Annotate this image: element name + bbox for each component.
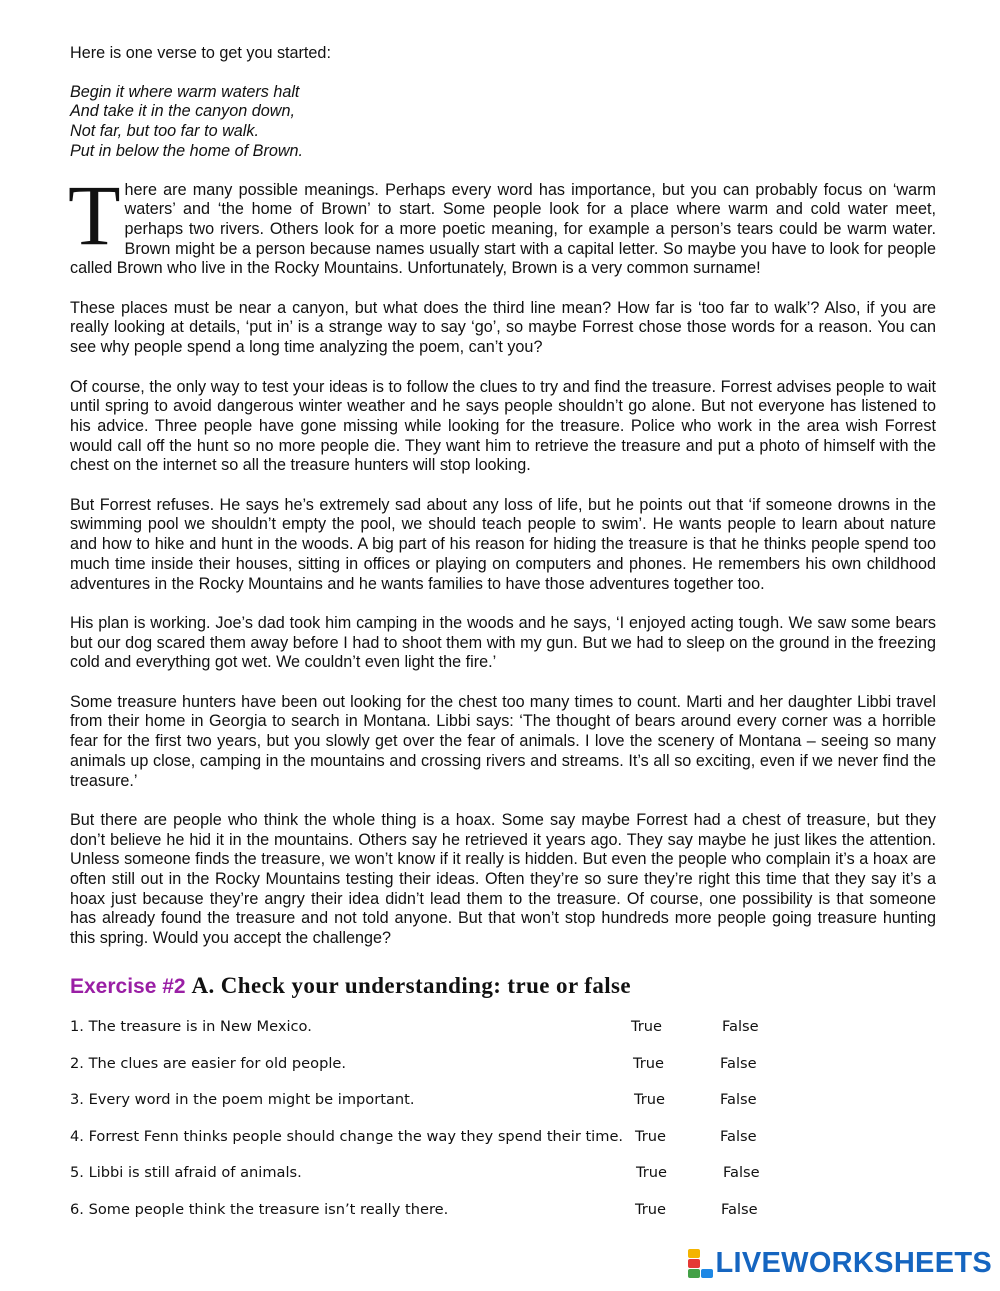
question-text: 1. The treasure is in New Mexico.	[70, 1018, 312, 1035]
question-row	[70, 1199, 790, 1236]
question-text: 6. Some people think the treasure isn’t really there.	[70, 1200, 449, 1218]
exercise-label: Exercise #2	[70, 975, 186, 998]
true-option[interactable]: True	[635, 1127, 666, 1145]
true-false-questions	[70, 1016, 790, 1236]
false-option[interactable]: False	[721, 1200, 758, 1218]
question-row	[70, 1162, 790, 1199]
exercise-heading	[70, 972, 631, 1001]
poem-line: And take it in the canyon down,	[70, 102, 295, 121]
paragraph-treasure-hunters: Some treasure hunters have been out looking for the chest too many times to count. Marti and her daughter Libbi travel from their home in Georgia to search in Montana. Libbi says: ‘The thought of bears around every corner was a horrible fear for the first two years, but you slowly get over the fear of animals. I love the scenery of Montana – seeing so many animals up close, camping in the mountains and crossing rivers and streams. It’s all so exciting, even if we never find the treasure.’	[70, 692, 936, 790]
question-text: 4. Forrest Fenn thinks people should change the way they spend their time.	[70, 1127, 624, 1145]
logo-wordmark: LIVEWORKSHEETS	[715, 1247, 992, 1280]
false-option[interactable]: False	[720, 1127, 757, 1145]
drop-cap-letter: T	[68, 166, 121, 263]
false-option[interactable]: False	[722, 1018, 759, 1035]
true-option[interactable]: True	[634, 1091, 665, 1109]
question-row	[70, 1126, 790, 1163]
false-option[interactable]: False	[720, 1091, 757, 1109]
true-option[interactable]: True	[631, 1018, 662, 1035]
paragraph-test-ideas: Of course, the only way to test your ideas is to follow the clues to try and find the treasure. Forrest advises people to wait until spring to avoid dangerous winter weather and he says people shouldn’t go alone. But not everyone has listened to his advice. Three people have gone missing while looking for the treasure. Police who work in the area wish Forrest would call off the hunt so no more people die. They want him to retrieve the treasure and put a photo of himself with the chest on the internet so all the treasure hunters will stop looking.	[70, 377, 936, 475]
poem-line: Put in below the home of Brown.	[70, 141, 304, 160]
paragraph-plan-working: His plan is working. Joe’s dad took him camping in the woods and he says, ‘I enjoyed acting tough. We saw some bears but our dog scared them away before I had to shoot them with my gun. But we had to sleep on the ground in the freezing cold and everything got wet. We couldn’t even light the fire.’	[70, 613, 936, 672]
poem-verse	[70, 83, 936, 162]
intro-line: Here is one verse to get you started:	[70, 44, 331, 62]
poem-line: Not far, but too far to walk.	[70, 122, 259, 141]
question-row	[70, 1016, 790, 1053]
question-row	[70, 1089, 790, 1126]
true-option[interactable]: True	[636, 1164, 667, 1182]
true-option[interactable]: True	[633, 1054, 664, 1072]
false-option[interactable]: False	[723, 1164, 760, 1182]
question-row	[70, 1053, 790, 1090]
question-text: 5. Libbi is still afraid of animals.	[70, 1164, 302, 1182]
reading-passage	[70, 44, 936, 969]
false-option[interactable]: False	[720, 1054, 757, 1072]
paragraph-forrest-refuses: But Forrest refuses. He says he’s extremely sad about any loss of life, but he points out that ‘if someone drowns in the swimming pool we shouldn’t empty the pool, we should teach people to swim’. He wants people to learn about nature and how to hike and hunt in the woods. A big part of his reason for hiding the treasure is that he thinks people spend too much time inside their houses, sitting in offices or playing on computers and phones. He remembers his own childhood adventures in the Rocky Mountains and he wants families to have those adventures together too.	[70, 495, 936, 593]
question-text: 2. The clues are easier for old people.	[70, 1054, 347, 1072]
paragraph-hoax: But there are people who think the whole thing is a hoax. Some say maybe Forrest had a chest of treasure, but they don’t believe he hid it in the mountains. Others say he retrieved it years ago. They say maybe he just likes the attention. Unless someone finds the treasure, we won’t know if it really is hidden. But even the people who complain it’s a hoax are often still out in the Rocky Mountains testing their ideas. Often they’re so sure they’re right this time that they say it’s a hoax just because they’re angry their idea didn’t lead them to the treasure. Of course, one possibility is that someone has already found the treasure and not told anyone. But that won’t stop hundreds more people going treasure hunting this spring. Would you accept the challenge?	[70, 810, 936, 948]
poem-line: Begin it where warm waters halt	[70, 82, 300, 101]
liveworksheets-logo-icon	[688, 1249, 714, 1279]
paragraph-meanings	[68, 166, 936, 280]
exercise-title: A. Check your understanding: true or false	[191, 973, 632, 998]
liveworksheets-logo[interactable]	[688, 1247, 993, 1281]
paragraph-canyon: These places must be near a canyon, but what does the third line mean? How far is ‘too far to walk’? Also, if you are really looking at details, ‘put in’ is a strange way to say ‘go’, so maybe Forrest chose those words for a reason. You can see why people spend a long time analyzing the poem, can’t you?	[70, 298, 936, 357]
paragraph-text: here are many possible meanings. Perhaps every word has importance, but you can probably focus on ‘warm waters’ and ‘the home of Brown’ to start. Some people look for a place where warm and cold water meet, perhaps two rivers. Others look for a more poetic meaning, for example a person’s tears could be warm water. Brown might be a person because names usually start with a capital letter. So maybe you have to look for people called Brown who live in the Rocky Mountains. Unfortunately, Brown is a very common surname!	[70, 180, 936, 278]
true-option[interactable]: True	[635, 1200, 666, 1218]
question-text: 3. Every word in the poem might be important.	[70, 1091, 415, 1109]
